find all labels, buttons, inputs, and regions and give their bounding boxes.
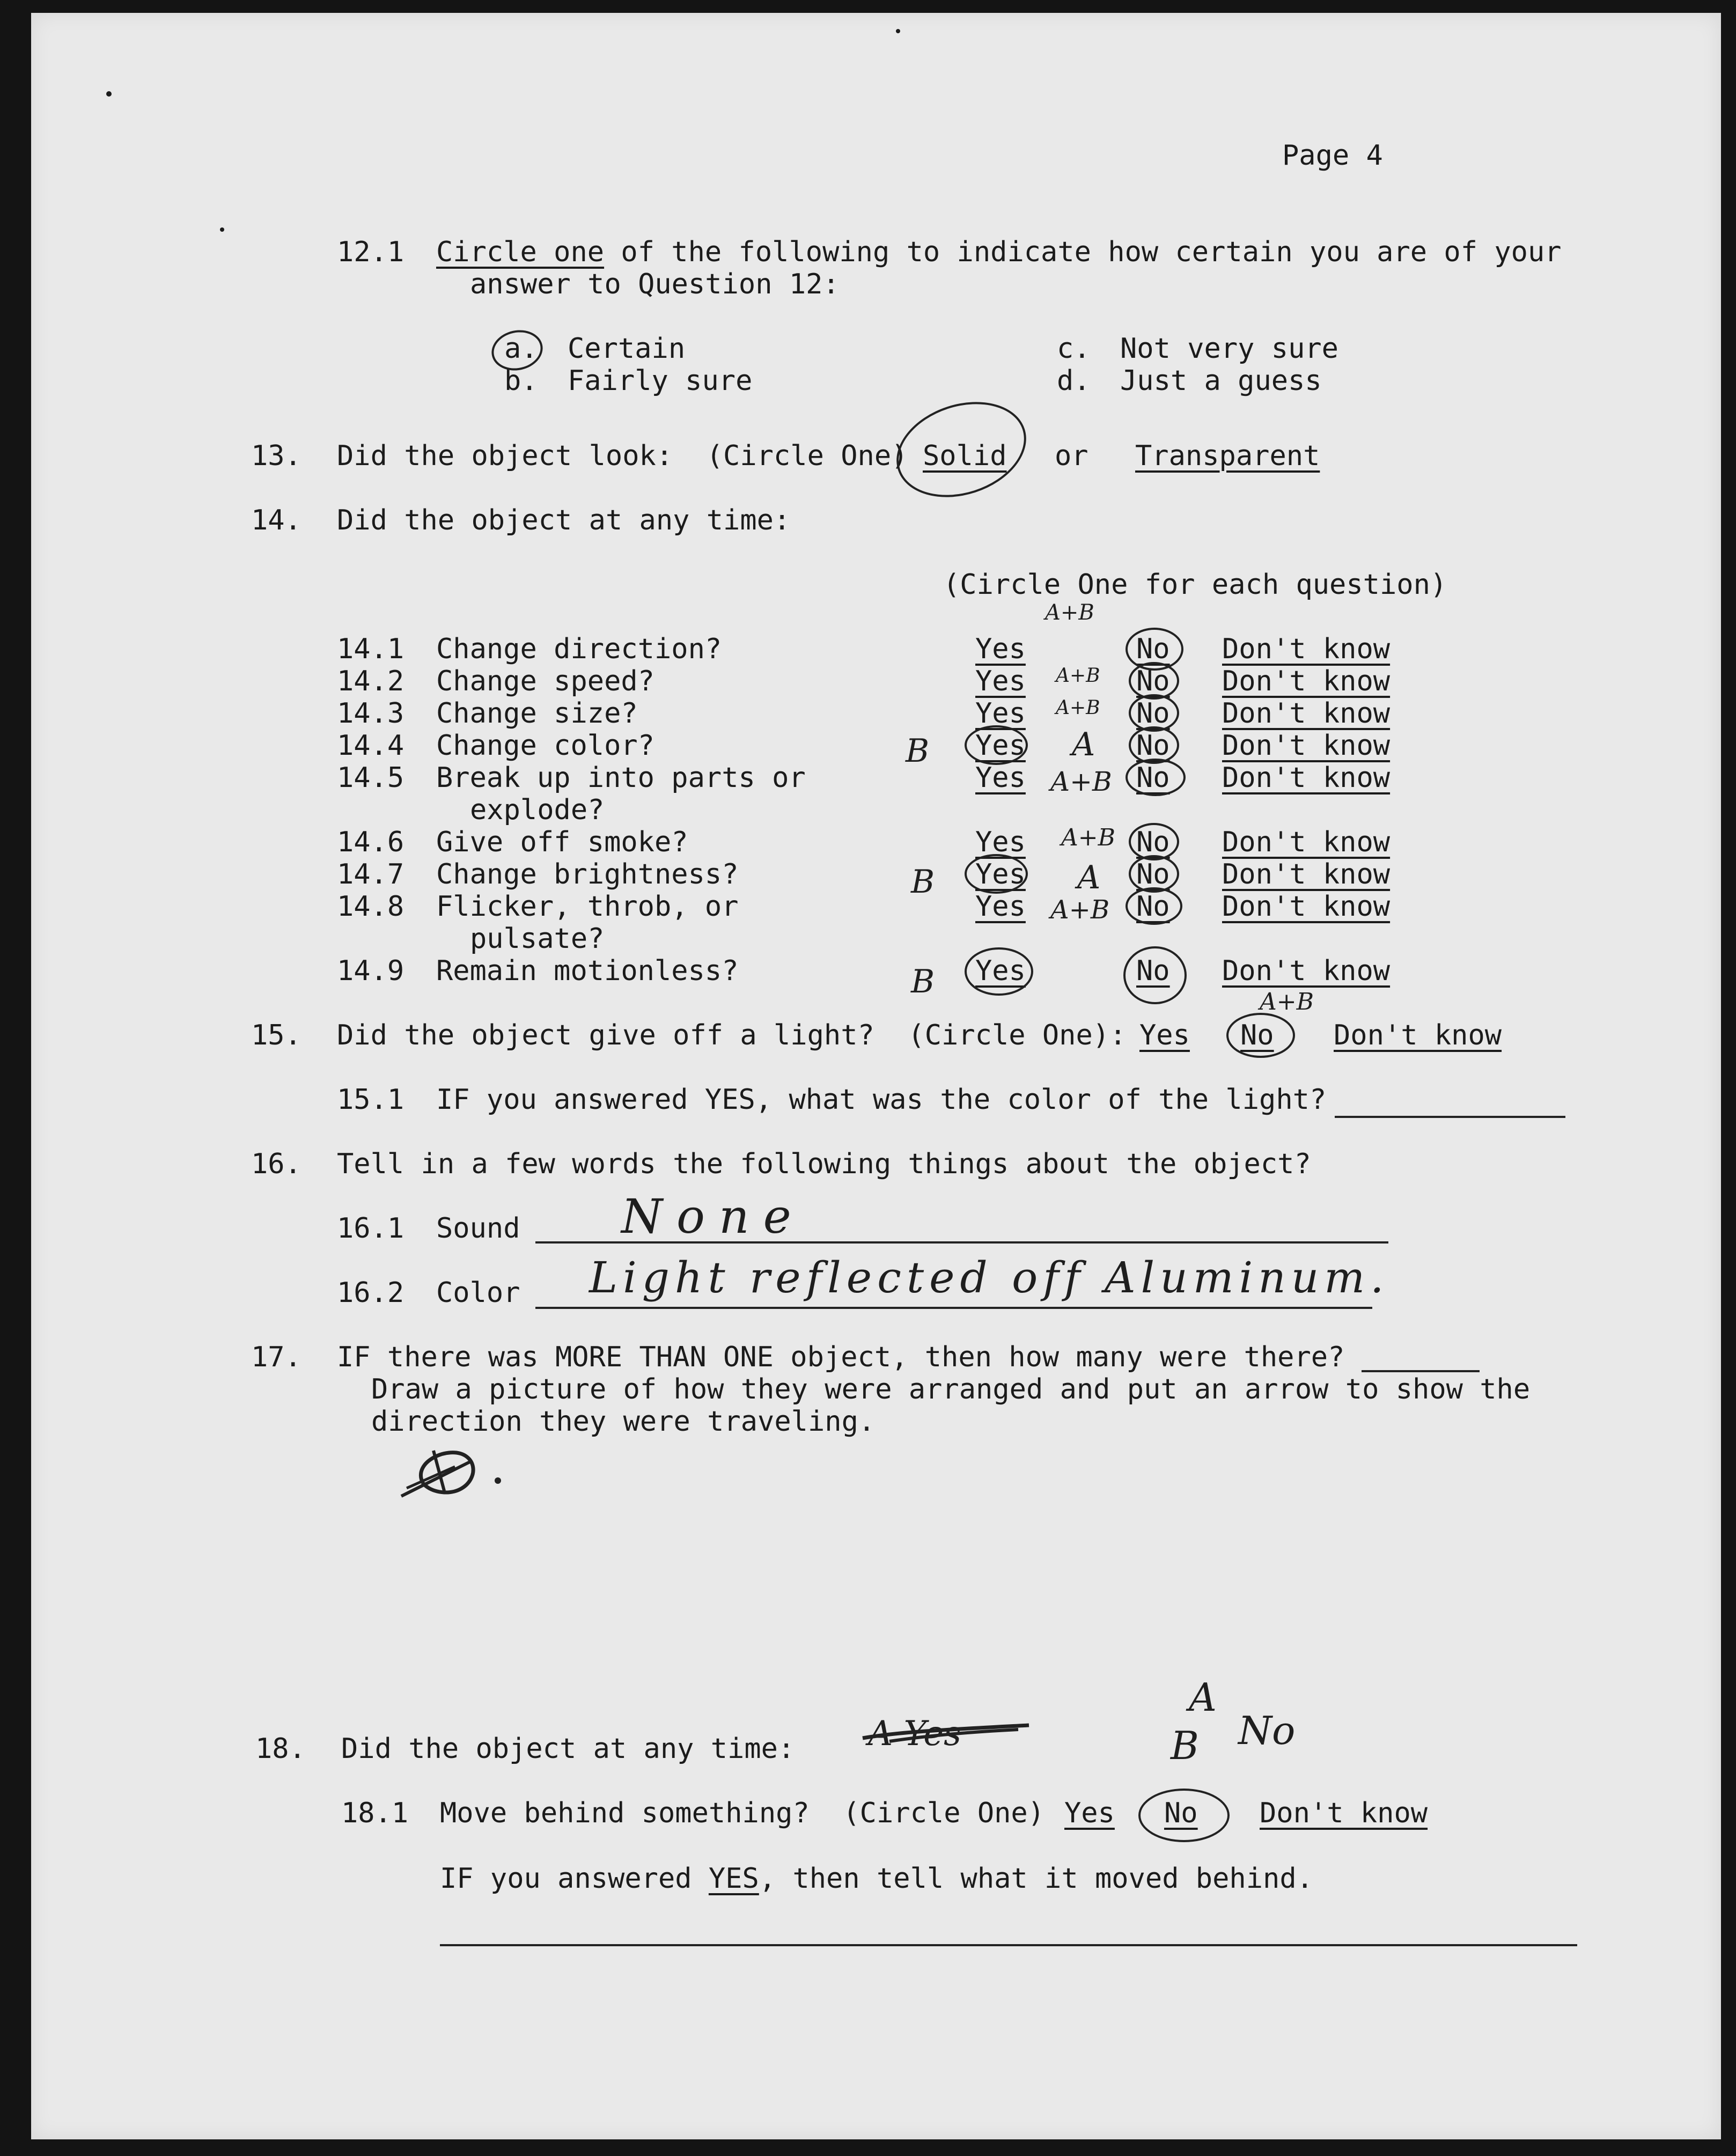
q14-1-no[interactable]: No [1136,633,1170,665]
q14-9-no-circle [1123,946,1187,1004]
q14-8-mark-mid: A+B [1050,895,1110,925]
q14-2-text: Change speed? [436,665,654,697]
q14-3-no[interactable]: No [1136,697,1170,730]
q17-count-line[interactable] [1362,1370,1480,1372]
q17-number: 17. [251,1341,301,1373]
q16-text: Tell in a few words the following things about the object? [337,1148,1311,1180]
q14-8-no[interactable]: No [1136,891,1170,923]
strikethrough-scribble [857,1713,1034,1756]
option-d-text: Just a guess [1120,365,1322,397]
questionnaire-page [31,13,1721,2139]
q14-8-yes[interactable]: Yes [975,891,1026,923]
q14-7-mark-left: B [911,863,935,901]
q14-8-text-continued: pulsate? [470,923,605,955]
q15-number: 15. [251,1019,301,1051]
q14-6-text: Give off smoke? [436,826,688,858]
q14-2-yes[interactable]: Yes [975,665,1026,697]
q14-4-text: Change color? [436,730,654,762]
q14-2-mark-mid: A+B [1056,665,1100,687]
q14-3-yes[interactable]: Yes [975,697,1026,730]
q18-1-followup-rest: , then tell what it moved behind. [759,1863,1313,1895]
q18-1-followup-yes: YES [708,1863,759,1895]
q14-3-dont-know[interactable]: Don't know [1222,697,1391,730]
q14-3-number: 14.3 [337,697,404,730]
q16-1-answer: None [621,1189,805,1244]
q14-1-number: 14.1 [337,633,404,665]
q14-number: 14. [251,504,301,536]
q14-5-number: 14.5 [337,762,404,794]
q14-4-number: 14.4 [337,730,404,762]
speck [896,29,900,33]
q14-7-dont-know[interactable]: Don't know [1222,858,1391,891]
q18-1-followup [440,1865,1313,1893]
q14-2-dont-know[interactable]: Don't know [1222,665,1391,697]
q18-struck-answer: A Yes [868,1714,961,1754]
q18-1-text: Move behind something? (Circle One) [440,1797,1045,1829]
q18-1-number: 18.1 [341,1797,409,1829]
q14-text: Did the object at any time: [337,504,791,536]
q14-3-text: Change size? [436,697,638,730]
q14-6-mark-mid: A+B [1061,824,1115,851]
q14-4-mark-mid: A [1072,726,1095,763]
q14-9-yes-circle [965,947,1033,996]
q14-7-mark-mid: A [1077,859,1101,896]
q18-1-no-circle [1138,1789,1230,1842]
q12-1-line1 [436,238,1562,266]
q16-2-answer-line[interactable] [535,1307,1372,1309]
option-c-letter[interactable]: c. [1057,333,1091,365]
q14-4-yes[interactable]: Yes [975,730,1026,762]
option-b-letter[interactable]: b. [504,365,538,397]
q14-7-yes-circle [965,854,1028,894]
q14-4-no[interactable]: No [1136,730,1170,762]
q14-5-dont-know[interactable]: Don't know [1222,762,1391,794]
option-a-text: Certain [568,333,686,365]
q14-9-no[interactable]: No [1136,955,1170,987]
q12-1-line2: answer to Question 12: [470,268,840,300]
q14-9-yes[interactable]: Yes [975,955,1026,987]
q14-4-dont-know[interactable]: Don't know [1222,730,1391,762]
q18-number: 18. [255,1733,306,1765]
q16-number: 16. [251,1148,301,1180]
q14-3-mark-mid: A+B [1056,697,1100,719]
speck [220,227,224,232]
q14-8-text: Flicker, throb, or [436,891,739,923]
q18-1-yes[interactable]: Yes [1064,1797,1115,1829]
q14-6-number: 14.6 [337,826,404,858]
q14-5-yes[interactable]: Yes [975,762,1026,794]
q14-5-text: Break up into parts or [436,762,806,794]
q14-7-text: Change brightness? [436,858,739,891]
q15-1-answer-line[interactable] [1335,1116,1565,1118]
q18-1-dont-know[interactable]: Don't know [1260,1797,1428,1829]
q14-8-number: 14.8 [337,891,404,923]
q17-line1: IF there was MORE THAN ONE object, then how many were there? [337,1341,1345,1373]
q13-text: Did the object look: (Circle One) [337,440,908,472]
q14-9-number: 14.9 [337,955,404,987]
circle-one-emphasis: Circle one [436,236,605,268]
q13-option-solid[interactable]: Solid [923,440,1007,472]
q14-5-text-continued: explode? [470,794,605,826]
q14-9-dont-know[interactable]: Don't know [1222,955,1391,987]
q17-line2: Draw a picture of how they were arranged and put an arrow to show the [371,1373,1531,1406]
q14-6-dont-know[interactable]: Don't know [1222,826,1391,858]
q14-6-no[interactable]: No [1136,826,1170,858]
q16-2-number: 16.2 [337,1277,404,1309]
q15-mark: A+B [1260,988,1314,1016]
q14-7-yes[interactable]: Yes [975,858,1026,891]
q15-yes[interactable]: Yes [1139,1019,1190,1051]
q14-2-number: 14.2 [337,665,404,697]
option-c-text: Not very sure [1120,333,1338,365]
q13-solid-circle [884,386,1039,513]
q18-1-followup-prefix: IF you answered [440,1863,709,1895]
q18-mark-no: No [1238,1708,1296,1753]
q15-1-number: 15.1 [337,1084,404,1116]
q16-1-number: 16.1 [337,1212,404,1245]
q14-5-no-circle [1126,759,1186,796]
q16-2-answer: Light reflected off Aluminum. [589,1253,1389,1303]
q17-line3: direction they were traveling. [371,1406,876,1438]
page-number: Page 4 [1282,139,1383,172]
q13-or: or [1055,440,1088,472]
q13-number: 13. [251,440,301,472]
q14-1-text: Change direction? [436,633,722,665]
q12-1-number: 12.1 [337,236,404,268]
speck [106,91,112,97]
q14-9-mark-left: B [911,963,935,1000]
q18-1-answer-line[interactable] [440,1944,1577,1946]
q14-9-text: Remain motionless? [436,955,739,987]
q14-4-yes-circle [965,725,1028,765]
q14-5-mark-mid: A+B [1050,766,1112,797]
q14-8-no-circle [1126,887,1182,925]
q15-dont-know[interactable]: Don't know [1334,1019,1502,1051]
option-b-text: Fairly sure [568,365,753,397]
option-d-letter[interactable]: d. [1057,365,1091,397]
q16-1-label: Sound [436,1212,520,1245]
q14-8-dont-know[interactable]: Don't know [1222,891,1391,923]
q15-no-circle [1226,1013,1295,1058]
q14-4-mark-left: B [906,732,930,770]
option-a-letter[interactable]: a. [504,333,538,365]
q13-option-transparent[interactable]: Transparent [1135,440,1320,472]
q14-5-no[interactable]: No [1136,762,1170,794]
q14-1-dont-know[interactable]: Don't know [1222,633,1391,665]
q14-7-number: 14.7 [337,858,404,891]
drawn-arrangement-sketch [391,1429,519,1504]
q14-1-yes[interactable]: Yes [975,633,1026,665]
q18-text: Did the object at any time: [341,1733,795,1765]
q15-no[interactable]: No [1240,1019,1274,1051]
q14-6-yes[interactable]: Yes [975,826,1026,858]
q14-instruction: (Circle One for each question) [943,569,1447,601]
q15-text: Did the object give off a light? (Circle One): [337,1019,1127,1051]
q15-1-text: IF you answered YES, what was the color of the light? [436,1084,1327,1116]
q18-1-no[interactable]: No [1164,1797,1198,1829]
q18-mark-a: A [1189,1675,1217,1720]
q12-1-line1-rest: of the following to indicate how certain you are of your [604,236,1562,268]
q16-2-label: Color [436,1277,520,1309]
q14-2-no[interactable]: No [1136,665,1170,697]
q14-7-no[interactable]: No [1136,858,1170,891]
q18-mark-b: B [1171,1723,1199,1768]
q14-1-mark-top: A+B [1045,600,1094,625]
